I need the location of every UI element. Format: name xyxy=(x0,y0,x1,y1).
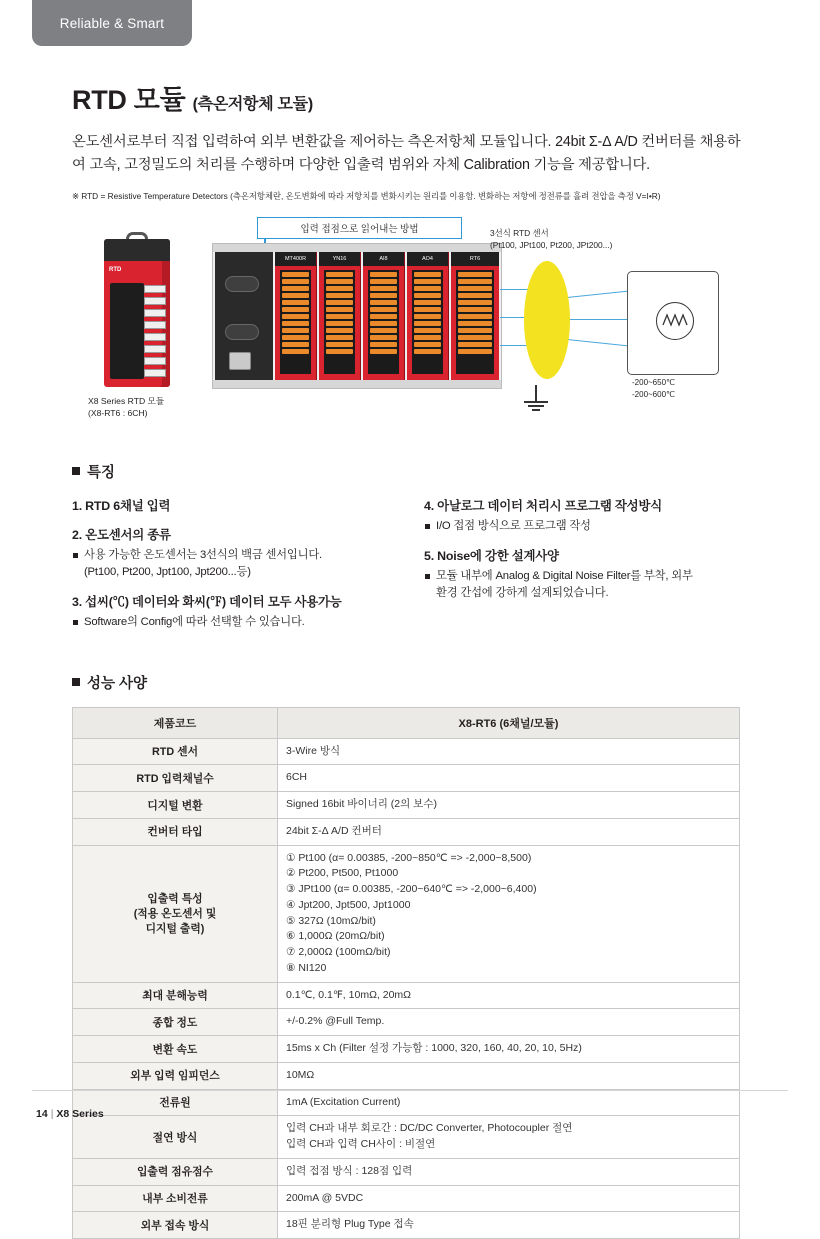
table-row-label: 절연 방식 xyxy=(73,1116,278,1159)
header-tab-label: Reliable & Smart xyxy=(59,15,165,31)
rack-card xyxy=(407,252,449,380)
feature-item xyxy=(424,546,752,602)
bullet-square-icon xyxy=(72,678,80,686)
terminal-block xyxy=(368,270,399,374)
table-row-label: 최대 분해능력 xyxy=(73,982,278,1009)
table-row xyxy=(73,1062,740,1089)
terminal-block xyxy=(280,270,311,374)
table-row-label: 외부 입력 임피던스 xyxy=(73,1062,278,1089)
cable-bundle-highlight xyxy=(524,261,570,379)
table-row-label: RTD 입력채널수 xyxy=(73,765,278,792)
table-row-value: ① Pt100 (α= 0.00385, -200~850℃ => -2,000~8,500) ② Pt200, Pt500, Pt1000 ③ JPt100 (α= 0.00385, -200~640℃ => -2,000~6,400) ④ Jpt200, Jpt500, Jpt1000 ⑤ 327Ω (10mΩ/bit) ⑥ 1,000Ω (20mΩ/bit) ⑦ 2,000Ω (100mΩ/bit) ⑧ NI120 xyxy=(278,845,740,982)
cpu-module xyxy=(215,252,273,380)
table-row xyxy=(73,1089,740,1116)
rack-card xyxy=(275,252,317,380)
table-row xyxy=(73,1212,740,1239)
table-row-value: 18핀 분리형 Plug Type 접속 xyxy=(278,1212,740,1239)
features-column-left xyxy=(72,496,400,642)
table-row-value: 3-Wire 방식 xyxy=(278,738,740,765)
rack-rail-bottom xyxy=(213,380,501,388)
feature-bullet: I/O 접점 방식으로 프로그램 작성 xyxy=(424,518,752,535)
table-row-label: 컨버터 타입 xyxy=(73,818,278,845)
module-caption xyxy=(88,395,164,420)
module-front-panel xyxy=(110,283,144,379)
table-row-label: 입출력 특성 (적용 온도센서 및 디지털 출력) xyxy=(73,845,278,982)
table-row xyxy=(73,1158,740,1185)
module-caption-line1: X8 Series RTD 모듈 xyxy=(88,395,165,406)
spec-heading-label: 성능 사양 xyxy=(87,675,148,692)
table-col-header-code: 제품코드 xyxy=(73,707,278,738)
dsub-connector-2 xyxy=(225,324,259,340)
feature-title: 3. 섭씨(℃) 데이터와 화씨(℉) 데이터 모두 사용가능 xyxy=(72,594,342,609)
module-top-cap xyxy=(104,239,170,261)
rtd-module-image xyxy=(104,239,170,387)
table-row-label: 입출력 점유점수 xyxy=(73,1158,278,1185)
rack-card xyxy=(319,252,361,380)
page-content xyxy=(72,78,752,1239)
feature-bullet xyxy=(424,568,752,602)
rack-card xyxy=(363,252,405,380)
table-col-header-model: X8-RT6 (6채널/모듈) xyxy=(278,707,740,738)
rj45-port xyxy=(229,352,251,370)
feature-bullet-line2: 환경 간섭에 강하게 설계되었습니다. xyxy=(436,586,609,599)
table-row-value: 15ms x Ch (Filter 설정 가능함 : 1000, 320, 160, 40, 20, 10, 5Hz) xyxy=(278,1036,740,1063)
sensor-label xyxy=(490,227,612,251)
table-row-value: 1mA (Excitation Current) xyxy=(278,1089,740,1116)
table-row-label: 디지털 변환 xyxy=(73,792,278,819)
figure-callout xyxy=(257,217,462,239)
table-row xyxy=(73,1009,740,1036)
figure-callout-label: 입력 접점으로 읽어내는 방법 xyxy=(300,223,419,235)
table-row xyxy=(73,1185,740,1212)
module-brand-label: RTD xyxy=(109,266,122,273)
resistor-icon xyxy=(656,302,694,340)
table-row-value: Signed 16bit 바이너리 (2의 보수) xyxy=(278,792,740,819)
footer-divider xyxy=(32,1090,788,1091)
table-row-label: RTD 센서 xyxy=(73,738,278,765)
ground-symbol-icon xyxy=(535,385,537,401)
table-row-label: 변환 속도 xyxy=(73,1036,278,1063)
terminal-block xyxy=(412,270,443,374)
feature-item xyxy=(72,525,400,581)
spec-heading xyxy=(72,672,752,693)
feature-bullet-line2: (Pt100, Pt200, Jpt100, Jpt200...등) xyxy=(84,565,251,578)
table-row-value: 입력 접점 방식 : 128점 입력 xyxy=(278,1158,740,1185)
table-row-value: +/-0.2% @Full Temp. xyxy=(278,1009,740,1036)
feature-title: 1. RTD 6채널 입력 xyxy=(72,498,171,513)
table-row xyxy=(73,738,740,765)
sensor-label-line1: 3선식 RTD 센서 xyxy=(490,227,549,238)
feature-item xyxy=(424,496,752,535)
features-column-right xyxy=(424,496,752,642)
table-row xyxy=(73,818,740,845)
footer: 14 | X8 Series xyxy=(36,1108,104,1120)
table-header-row xyxy=(73,707,740,738)
module-caption-line2: (X8-RT6 : 6CH) xyxy=(88,408,148,419)
intro-paragraph: 온도센서로부터 직접 입력하여 외부 변환값을 제어하는 측온저항체 모듈입니다. 24bit Σ-Δ A/D 컨버터를 채용하여 고속, 고정밀도의 처리를 수행하며 다양한 입출력 범위와 자체 Calibration 기능을 제공합니다. xyxy=(72,134,741,174)
feature-title: 5. Noise에 강한 설계사양 xyxy=(424,548,559,563)
dsub-connector-1 xyxy=(225,276,259,292)
table-row-label: 외부 접속 방식 xyxy=(73,1212,278,1239)
feature-bullet xyxy=(72,547,400,581)
table-row xyxy=(73,1036,740,1063)
temperature-range-line1: -200~650℃ xyxy=(632,377,676,387)
table-row xyxy=(73,765,740,792)
rack-card-label: AI8 xyxy=(363,252,404,266)
table-row-value: 24bit Σ-Δ A/D 컨버터 xyxy=(278,818,740,845)
page-title xyxy=(72,78,752,117)
footnote: ※ RTD = Resistive Temperature Detectors (측온저항체란, 온도변화에 따라 저항치를 변화시키는 원리를 이용함. 변화하는 저항에 정전류를 흘려 전압을 측정 V=I•R) xyxy=(72,191,661,202)
table-row-value: 입력 CH과 내부 회로간 : DC/DC Converter, Photocoupler 절연 입력 CH과 입력 CH사이 : 비절연 xyxy=(278,1116,740,1159)
rack-card-label: AO4 xyxy=(407,252,448,266)
bullet-square-icon xyxy=(72,467,80,475)
table-row xyxy=(73,845,740,982)
table-row xyxy=(73,1116,740,1159)
terminal-block xyxy=(324,270,355,374)
feature-item xyxy=(72,496,400,514)
features-columns xyxy=(72,496,752,642)
feature-bullet: Software의 Config에 따라 선택할 수 있습니다. xyxy=(72,614,400,631)
rack-rail-top xyxy=(213,244,501,252)
page-title-sub: (측온저항체 모듈) xyxy=(192,96,313,113)
feature-title: 4. 아날로그 데이터 처리시 프로그램 작성방식 xyxy=(424,498,662,513)
table-row-value: 6CH xyxy=(278,765,740,792)
product-figure xyxy=(72,217,752,427)
feature-bullet-line1: 사용 가능한 온도센서는 3선식의 백금 센서입니다. xyxy=(84,548,322,561)
table-row-label: 종합 정도 xyxy=(73,1009,278,1036)
table-row xyxy=(73,792,740,819)
table-row-value: 10MΩ xyxy=(278,1062,740,1089)
rack-card-rtd xyxy=(451,252,499,380)
feature-item xyxy=(72,592,400,631)
rack-card-label: MT400R xyxy=(275,252,316,266)
rack-card-label: YN16 xyxy=(319,252,360,266)
features-heading xyxy=(72,461,752,482)
table-row-value: 200mA @ 5VDC xyxy=(278,1185,740,1212)
table-row xyxy=(73,982,740,1009)
terminal-block xyxy=(456,270,494,374)
table-row-label: 내부 소비전류 xyxy=(73,1185,278,1212)
sensor-label-line2: (Pt100, JPt100, Pt200, JPt200...) xyxy=(490,240,613,251)
rtd-sensor-symbol xyxy=(627,271,719,375)
spec-table xyxy=(72,707,740,1239)
temperature-range xyxy=(632,377,675,400)
table-row-value: 0.1℃, 0.1℉, 10mΩ, 20mΩ xyxy=(278,982,740,1009)
header-tab xyxy=(32,0,192,46)
page-title-main: RTD 모듈 xyxy=(72,85,186,115)
plc-rack-image xyxy=(212,243,502,389)
feature-bullet-line1: 모듈 내부에 Analog & Digital Noise Filter를 부착, 외부 xyxy=(436,569,693,582)
page-number: 14 xyxy=(36,1108,48,1120)
table-row-label: 전류원 xyxy=(73,1089,278,1116)
features-heading-label: 특징 xyxy=(87,464,116,481)
rack-card-label: RT6 xyxy=(451,252,499,266)
footer-series: X8 Series xyxy=(56,1108,104,1120)
temperature-range-line2: -200~600℃ xyxy=(632,389,676,399)
feature-title: 2. 온도센서의 종류 xyxy=(72,527,171,542)
